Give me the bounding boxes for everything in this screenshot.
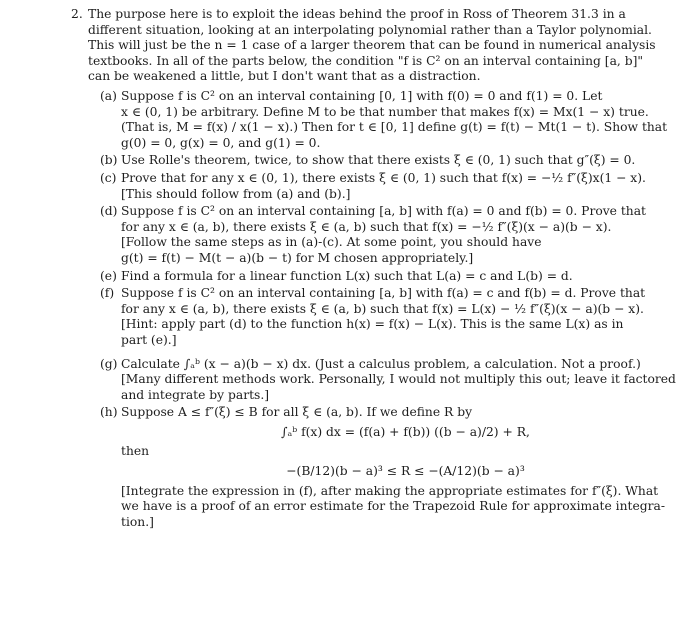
part-line: g(t) = f(t) − M(t − a)(b − t) for M chosen appropriately.] bbox=[121, 250, 474, 265]
part-line: tion.] bbox=[121, 514, 154, 529]
then-text: then bbox=[121, 444, 150, 459]
part-line: part (e).] bbox=[121, 332, 177, 347]
part-line: for any x ∈ (a, b), there exists ξ ∈ (a, b) such that f(x) = −½ f″(ξ)(x − a)(b − x). bbox=[121, 219, 612, 234]
part-line: Prove that for any x ∈ (0, 1), there exists ξ ∈ (0, 1) such that f(x) = −½ f″(ξ)x(1 − x). bbox=[121, 170, 646, 185]
part-line: [Hint: apply part (d) to the function h(x) = f(x) − L(x). This is the same L(x) as in bbox=[121, 317, 624, 332]
part-f bbox=[100, 287, 690, 349]
part-h bbox=[100, 406, 690, 531]
part-line: Find a formula for a linear function L(x) such that L(a) = c and L(b) = d. bbox=[121, 268, 573, 283]
part-b bbox=[100, 154, 690, 170]
part-label: (f) bbox=[100, 286, 115, 301]
part-line: Suppose f is C² on an interval containing [a, b] with f(a) = c and f(b) = d. Prove that bbox=[121, 286, 646, 301]
part-label: (b) bbox=[100, 153, 118, 168]
intro-line: The purpose here is to exploit the ideas behind the proof in Ross of Theorem 31.3 in a bbox=[88, 7, 626, 21]
problem-2 bbox=[71, 7, 688, 86]
part-label: (e) bbox=[100, 268, 117, 283]
part-label: (d) bbox=[100, 204, 118, 219]
display-equation-trapezoid: ∫ₐᵇ f(x) dx = (f(a) + f(b)) ((b − a)/2) + R, bbox=[281, 424, 530, 439]
part-line: g(0) = 0, g(x) = 0, and g(1) = 0. bbox=[121, 135, 321, 150]
intro-line: This will just be the n = 1 case of a larger theorem that can be found in numerical analysis bbox=[88, 38, 656, 53]
part-line: for any x ∈ (a, b), there exists ξ ∈ (a, b) such that f(x) = L(x) − ½ f″(ξ)(x − a)(b − x). bbox=[121, 301, 644, 316]
part-label: (a) bbox=[100, 89, 117, 103]
parts-list bbox=[100, 90, 690, 533]
part-label: (c) bbox=[100, 170, 117, 185]
part-d bbox=[100, 205, 690, 267]
part-label: (h) bbox=[100, 405, 118, 420]
part-line: Suppose A ≤ f″(ξ) ≤ B for all ξ ∈ (a, b). If we define R by bbox=[121, 405, 473, 420]
part-line: x ∈ (0, 1) be arbitrary. Define M to be that number that makes f(x) = Mx(1 − x) true. bbox=[121, 104, 649, 119]
part-line: Use Rolle's theorem, twice, to show that there exists ξ ∈ (0, 1) such that g″(ξ) = 0. bbox=[121, 153, 636, 168]
part-line: [This should follow from (a) and (b).] bbox=[121, 186, 351, 201]
part-line: (That is, M = f(x) / x(1 − x).) Then for t ∈ [0, 1] define g(t) = f(t) − Mt(1 − t). Show that bbox=[121, 120, 668, 135]
part-line: [Follow the same steps as in (a)-(c). At some point, you should have bbox=[121, 235, 542, 250]
part-label: (g) bbox=[100, 356, 118, 371]
part-line: and integrate by parts.] bbox=[121, 387, 270, 402]
part-line: Suppose f is C² on an interval containing [0, 1] with f(0) = 0 and f(1) = 0. Let bbox=[121, 89, 603, 103]
intro-line: textbooks. In all of the parts below, the condition "f is C² on an interval containing [a, b]" bbox=[88, 53, 644, 68]
display-inequality-bounds: −(B/12)(b − a)³ ≤ R ≤ −(A/12)(b − a)³ bbox=[286, 464, 525, 479]
part-line: Calculate ∫ₐᵇ (x − a)(b − x) dx. (Just a calculus problem, a calculation. Not a proof.) bbox=[121, 356, 641, 371]
part-c bbox=[100, 172, 690, 203]
part-line: we have is a proof of an error estimate for the Trapezoid Rule for approximate integra- bbox=[121, 499, 665, 514]
problem-number: 2. bbox=[71, 7, 83, 21]
part-line: Suppose f is C² on an interval containing [a, b] with f(a) = 0 and f(b) = 0. Prove that bbox=[121, 204, 646, 219]
intro-line: can be weakened a little, but I don't want that as a distraction. bbox=[88, 69, 481, 84]
part-line: [Integrate the expression in (f), after making the appropriate estimates for f″(ξ). What bbox=[121, 483, 659, 498]
part-line: [Many different methods work. Personally, I would not multiply this out; leave it factored bbox=[121, 372, 676, 387]
part-a bbox=[100, 90, 690, 152]
intro-line: different situation, looking at an interpolating polynomial rather than a Taylor polynomial. bbox=[88, 22, 652, 37]
part-e bbox=[100, 270, 690, 286]
part-g bbox=[100, 358, 690, 405]
